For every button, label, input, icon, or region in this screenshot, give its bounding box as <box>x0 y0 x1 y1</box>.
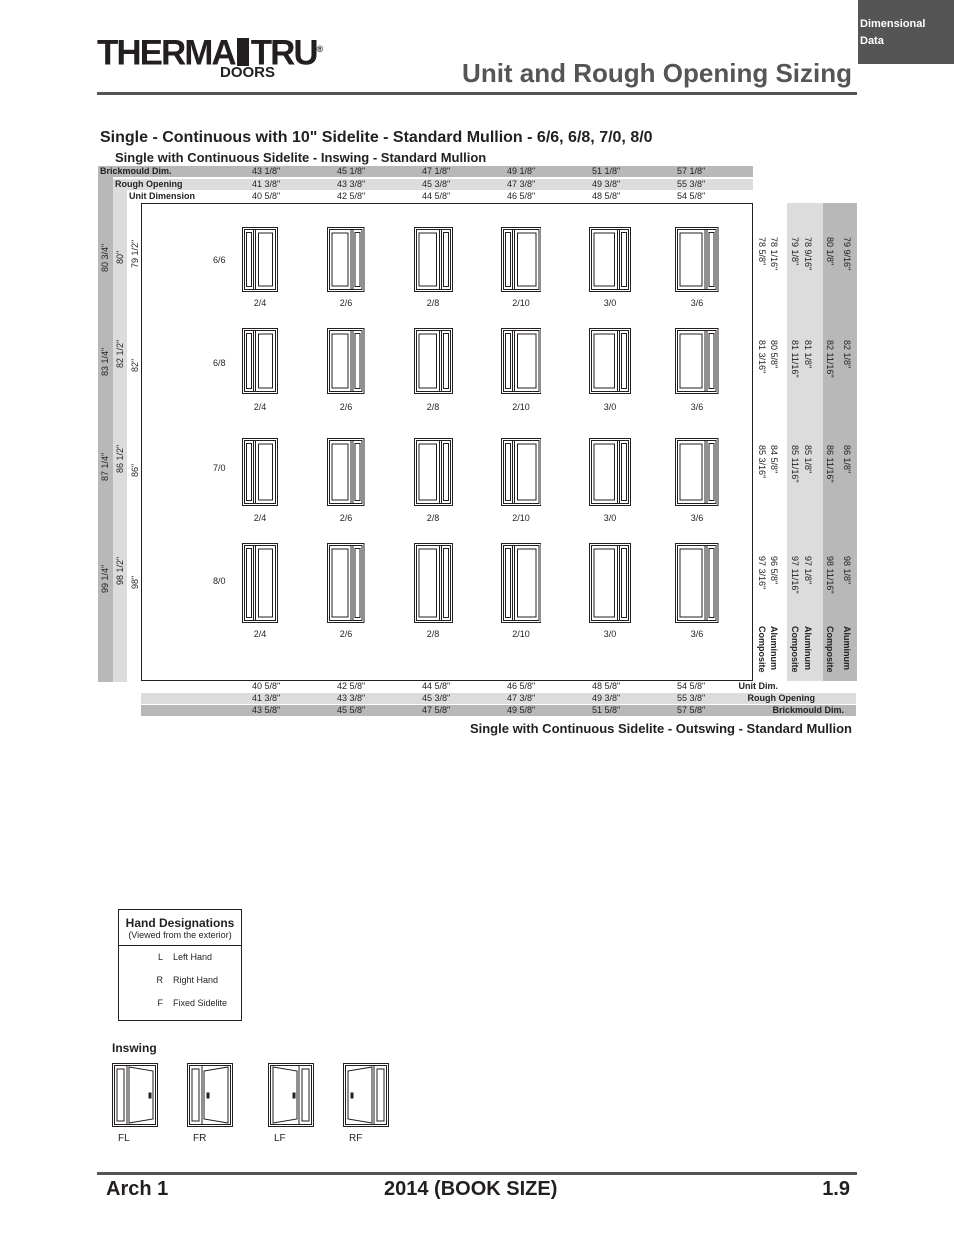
width-label: 3/0 <box>603 513 617 523</box>
material-label: Composite <box>825 626 835 673</box>
right-height-value: 82 11/16" <box>825 340 835 378</box>
logo-bar-icon <box>237 38 249 66</box>
width-label: 3/6 <box>690 298 704 308</box>
width-label: 3/6 <box>690 629 704 639</box>
width-label: 2/4 <box>253 402 267 412</box>
door-unit-icon <box>501 543 542 623</box>
right-height-value: 86 1/8" <box>842 445 852 474</box>
width-label: 2/8 <box>426 402 440 412</box>
bottom-dim-value: 47 3/8" <box>507 693 536 703</box>
bottom-dim-value: 45 3/8" <box>422 693 451 703</box>
bottom-dim-value: 42 5/8" <box>337 681 366 691</box>
width-label: 2/10 <box>512 513 530 523</box>
right-height-value: 85 1/8" <box>803 445 813 474</box>
door-unit-icon <box>501 328 542 394</box>
door-unit-icon <box>589 328 631 394</box>
door-unit-icon <box>589 227 631 292</box>
swing-unit-icon <box>187 1063 233 1127</box>
door-unit-icon <box>242 328 278 394</box>
top-dim-value: 47 3/8" <box>507 179 536 189</box>
right-height-value: 80 5/8" <box>769 340 779 369</box>
footer-rule <box>97 1172 857 1175</box>
door-unit-icon <box>327 227 365 292</box>
width-label: 2/10 <box>512 629 530 639</box>
width-label: 2/4 <box>253 298 267 308</box>
bottom-dim-value: 48 5/8" <box>592 681 621 691</box>
door-unit-icon <box>242 543 278 623</box>
right-height-value: 79 1/8" <box>790 237 800 266</box>
right-height-value: 79 9/16" <box>842 237 852 271</box>
top-dim-value: 49 1/8" <box>507 166 536 176</box>
footer-edition: 2014 (BOOK SIZE) <box>384 1178 558 1200</box>
bottom-dim-value: 49 3/8" <box>592 693 621 703</box>
section-heading: Single - Continuous with 10" Sidelite - Standard Mullion - 6/6, 6/8, 7/0, 8/0 <box>100 129 653 146</box>
right-height-value: 98 1/8" <box>842 556 852 585</box>
top-dim-value: 43 3/8" <box>337 179 366 189</box>
top-dim-value: 51 1/8" <box>592 166 621 176</box>
bottom-dim-value: 41 3/8" <box>252 693 281 703</box>
door-unit-icon <box>675 227 719 292</box>
right-height-value: 85 3/16" <box>757 445 767 479</box>
hand-designations-title: Hand Designations <box>125 916 235 930</box>
width-label: 2/4 <box>253 629 267 639</box>
height-label: 6/6 <box>213 255 226 265</box>
height-label: 7/0 <box>213 463 226 473</box>
bottom-dim-value: 43 3/8" <box>337 693 366 703</box>
right-height-value: 81 11/16" <box>790 340 800 378</box>
door-unit-icon <box>589 438 631 506</box>
door-unit-icon <box>501 227 542 292</box>
inswing-label: Inswing <box>112 1041 157 1055</box>
left-brickmould-height: 87 1/4" <box>100 452 110 481</box>
left-brickmould-height: 83 1/4" <box>100 347 110 376</box>
bottom-label-unit: Unit Dim. <box>738 681 778 691</box>
hand-value: Fixed Sidelite <box>173 998 228 1008</box>
bottom-dim-value: 54 5/8" <box>677 681 706 691</box>
swing-unit-icon <box>112 1063 158 1127</box>
right-band-brickmould <box>823 203 857 681</box>
hand-row-r <box>119 969 241 992</box>
hand-value: Right Hand <box>173 975 219 985</box>
right-height-value: 81 1/8" <box>803 340 813 369</box>
right-height-value: 96 5/8" <box>769 556 779 585</box>
top-dim-value: 40 5/8" <box>252 191 281 201</box>
door-unit-icon <box>242 227 278 292</box>
door-unit-icon <box>501 438 542 506</box>
hand-row-f <box>119 992 241 1015</box>
top-dim-value: 57 1/8" <box>677 166 706 176</box>
bottom-dim-value: 46 5/8" <box>507 681 536 691</box>
logo-right: TRU <box>250 33 317 73</box>
top-dim-value: 46 5/8" <box>507 191 536 201</box>
top-dim-value: 54 5/8" <box>677 191 706 201</box>
left-unit-height: 98" <box>130 575 140 589</box>
left-rough-height: 86 1/2" <box>115 444 125 473</box>
top-dim-value: 49 3/8" <box>592 179 621 189</box>
door-unit-icon <box>242 438 278 506</box>
top-dim-value: 45 1/8" <box>337 166 366 176</box>
width-label: 2/6 <box>339 629 353 639</box>
left-unit-height: 86" <box>130 463 140 477</box>
bottom-dim-value: 51 5/8" <box>592 705 621 715</box>
right-height-value: 78 9/16" <box>803 237 813 271</box>
width-label: 2/10 <box>512 298 530 308</box>
door-unit-icon <box>327 328 365 394</box>
hand-designations-box <box>118 909 242 1021</box>
material-label: Composite <box>790 626 800 673</box>
right-height-value: 86 11/16" <box>825 445 835 483</box>
footer-page-number: 1.9 <box>822 1178 850 1200</box>
bottom-label-rough: Rough Opening <box>747 693 815 703</box>
bottom-dim-value: 57 5/8" <box>677 705 706 715</box>
bottom-dim-value: 40 5/8" <box>252 681 281 691</box>
width-label: 3/6 <box>690 513 704 523</box>
right-height-value: 97 3/16" <box>757 556 767 590</box>
left-brickmould-height: 80 3/4" <box>100 243 110 272</box>
bottom-label-brickmould: Brickmould Dim. <box>772 705 844 715</box>
right-height-value: 98 11/16" <box>825 556 835 594</box>
logo-left: THERMA <box>97 33 235 73</box>
width-label: 3/0 <box>603 402 617 412</box>
logo-reg: ® <box>316 44 324 54</box>
hand-row-l <box>119 946 241 969</box>
top-dim-value: 45 3/8" <box>422 179 451 189</box>
door-unit-icon <box>327 543 365 623</box>
top-dim-value: 47 1/8" <box>422 166 451 176</box>
door-unit-icon <box>414 328 453 394</box>
width-label: 2/6 <box>339 513 353 523</box>
bottom-dim-value: 47 5/8" <box>422 705 451 715</box>
door-unit-icon <box>414 227 453 292</box>
tab-line-2: Data <box>860 35 884 47</box>
width-label: 2/6 <box>339 402 353 412</box>
width-label: 3/0 <box>603 298 617 308</box>
header-rule <box>97 92 857 95</box>
left-rough-height: 98 1/2" <box>115 556 125 585</box>
right-height-value: 97 1/8" <box>803 556 813 585</box>
height-label: 6/8 <box>213 358 226 368</box>
top-dim-value: 43 1/8" <box>252 166 281 176</box>
tab-line-1: Dimensional <box>860 18 926 30</box>
brand-logo <box>97 30 323 73</box>
door-unit-icon <box>414 543 453 623</box>
material-label: Aluminum <box>842 626 852 670</box>
left-rough-height: 82 1/2" <box>115 339 125 368</box>
right-height-value: 84 5/8" <box>769 445 779 474</box>
material-label: Aluminum <box>769 626 779 670</box>
inswing-heading: Single with Continuous Sidelite - Inswing - Standard Mullion <box>115 150 487 165</box>
width-label: 3/0 <box>603 629 617 639</box>
swing-unit-icon <box>343 1063 389 1127</box>
top-dim-value: 44 5/8" <box>422 191 451 201</box>
right-height-value: 85 11/16" <box>790 445 800 483</box>
left-rough-height: 80" <box>115 250 125 264</box>
width-label: 2/4 <box>253 513 267 523</box>
door-unit-icon <box>327 438 365 506</box>
width-label: 2/6 <box>339 298 353 308</box>
right-height-value: 78 1/16" <box>769 237 779 271</box>
hand-value: Left Hand <box>173 952 213 962</box>
top-label-unit: Unit Dimension <box>129 191 196 201</box>
hand-key: F <box>157 998 163 1008</box>
left-brickmould-height: 99 1/4" <box>100 564 110 593</box>
bottom-dim-value: 45 5/8" <box>337 705 366 715</box>
swing-unit-icon <box>268 1063 314 1127</box>
right-height-value: 97 11/16" <box>790 556 800 594</box>
top-dim-value: 48 5/8" <box>592 191 621 201</box>
hand-designations-subtitle: (Viewed from the exterior) <box>128 930 232 940</box>
bottom-dim-value: 44 5/8" <box>422 681 451 691</box>
left-unit-height: 79 1/2" <box>130 239 140 268</box>
swing-unit-label: FR <box>193 1133 207 1144</box>
right-height-value: 81 3/16" <box>757 340 767 374</box>
swing-unit-label: FL <box>118 1133 130 1144</box>
bottom-dim-value: 49 5/8" <box>507 705 536 715</box>
swing-unit-label: LF <box>274 1133 286 1144</box>
top-dim-value: 42 5/8" <box>337 191 366 201</box>
material-label: Aluminum <box>803 626 813 670</box>
door-unit-icon <box>589 543 631 623</box>
top-label-brickmould: Brickmould Dim. <box>100 166 172 176</box>
bottom-dim-value: 55 3/8" <box>677 693 706 703</box>
top-label-rough: Rough Opening <box>115 179 183 189</box>
door-unit-icon <box>675 543 719 623</box>
right-height-value: 78 5/8" <box>757 237 767 266</box>
outswing-heading: Single with Continuous Sidelite - Outswing - Standard Mullion <box>469 721 852 736</box>
right-height-value: 80 1/8" <box>825 237 835 266</box>
width-label: 2/8 <box>426 298 440 308</box>
door-unit-icon <box>675 438 719 506</box>
door-unit-icon <box>414 438 453 506</box>
door-unit-icon <box>675 328 719 394</box>
top-dim-value: 55 3/8" <box>677 179 706 189</box>
footer-arch: Arch 1 <box>106 1178 169 1200</box>
hand-key: L <box>157 952 163 962</box>
logo-doors: DOORS <box>220 64 276 81</box>
left-unit-height: 82" <box>130 358 140 372</box>
swing-unit-label: RF <box>349 1133 363 1144</box>
width-label: 2/8 <box>426 513 440 523</box>
dimensional-data-tab <box>858 0 954 64</box>
right-height-value: 82 1/8" <box>842 340 852 369</box>
top-dim-value: 41 3/8" <box>252 179 281 189</box>
width-label: 2/8 <box>426 629 440 639</box>
material-label: Composite <box>757 626 767 673</box>
right-band-rough <box>787 203 823 681</box>
bottom-dim-value: 43 5/8" <box>252 705 281 715</box>
width-label: 2/10 <box>512 402 530 412</box>
width-label: 3/6 <box>690 402 704 412</box>
height-label: 8/0 <box>213 576 226 586</box>
hand-key: R <box>156 975 163 985</box>
page-title: Unit and Rough Opening Sizing <box>462 58 852 88</box>
